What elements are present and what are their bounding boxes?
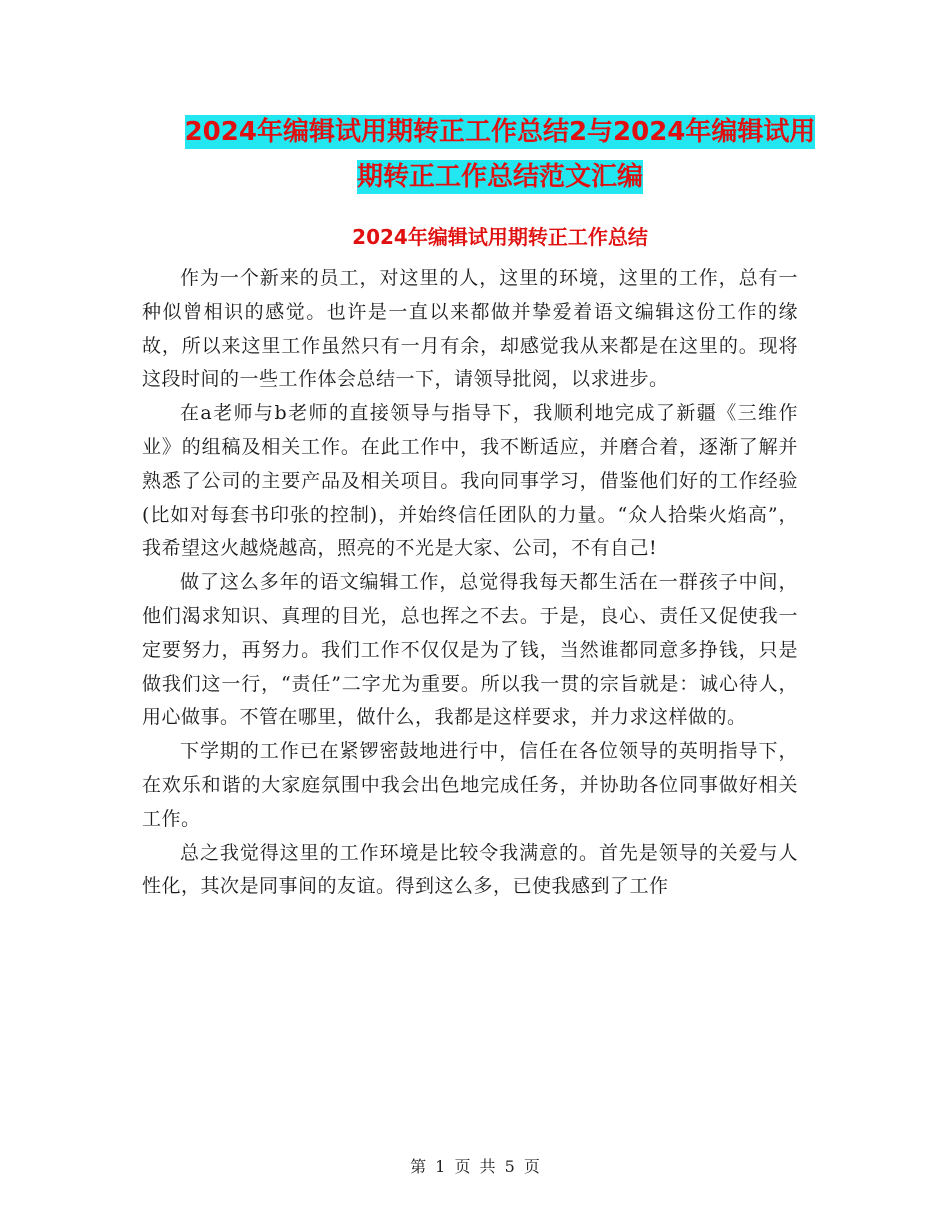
paragraph-2: 在a老师与b老师的直接领导与指导下，我顺利地完成了新疆《三维作业》的组稿及相关工作。在此工作中，我不断适应，并磨合着，逐渐了解并熟悉了公司的主要产品及相关项目。我向同事学习，借鉴他们好的工作经验(比如对每套书印张的控制)，并始终信任团队的力量。“众人拾柴火焰高”，我希望这火越烧越高，照亮的不光是大家、公司，不有自己! <box>142 402 798 560</box>
paragraph-4: 下学期的工作已在紧锣密鼓地进行中，信任在各位领导的英明指导下，在欢乐和谐的大家庭氛围中我会出色地完成任务，并协助各位同事做好相关工作。 <box>142 740 798 830</box>
paragraph-1: 作为一个新来的员工，对这里的人，这里的环境，这里的工作，总有一种似曾相识的感觉。也许是一直以来都做并挚爱着语文编辑这份工作的缘故，所以来这里工作虽然只有一月有余，却感觉我从来都是在这里的。现将这段时间的一些工作体会总结一下，请领导批阅，以求进步。 <box>142 267 798 391</box>
title-line-1: 2024年编辑试用期转正工作总结2与2024年编辑试用 <box>184 117 816 147</box>
document-title <box>140 110 860 200</box>
paragraph-3: 做了这么多年的语文编辑工作，总觉得我每天都生活在一群孩子中间，他们渴求知识、真理的目光，总也挥之不去。于是，良心、责任又促使我一定要努力，再努力。我们工作不仅仅是为了钱，当然谁都同意多挣钱，只是做我们这一行，“责任”二字尤为重要。所以我一贯的宗旨就是：诚心待人，用心做事。不管在哪里，做什么，我都是这样要求，并力求这样做的。 <box>142 571 798 729</box>
page-footer: 第 1 页 共 5 页 <box>410 1157 540 1176</box>
title-line-2: 期转正工作总结范文汇编 <box>356 162 643 192</box>
document-body <box>142 262 798 904</box>
paragraph-5: 总之我觉得这里的工作环境是比较令我满意的。首先是领导的关爱与人性化，其次是同事间的友谊。得到这么多，已使我感到了工作 <box>142 841 798 898</box>
section-title: 2024年编辑试用期转正工作总结 <box>352 225 648 249</box>
